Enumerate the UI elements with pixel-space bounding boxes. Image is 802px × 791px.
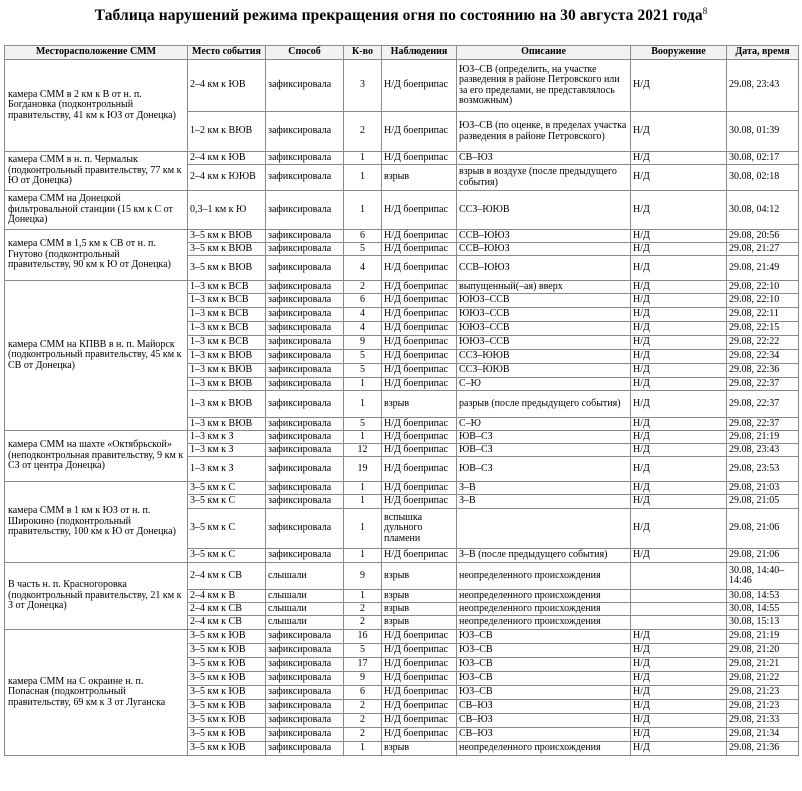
event-place-cell: 3–5 км к С bbox=[188, 509, 266, 549]
event-place-cell: 2–4 км к В bbox=[188, 590, 266, 603]
count-cell: 19 bbox=[344, 457, 382, 482]
event-place-cell: 3–5 км к ВЮВ bbox=[188, 230, 266, 243]
datetime-cell: 29.08, 22:37 bbox=[727, 378, 799, 391]
weapon-cell: Н/Д bbox=[631, 294, 727, 308]
column-header: Способ bbox=[266, 46, 344, 60]
count-cell: 5 bbox=[344, 364, 382, 378]
datetime-cell: 29.08, 22:10 bbox=[727, 294, 799, 308]
datetime-cell: 30.08, 15:13 bbox=[727, 616, 799, 630]
description-cell: ЮЗ–СВ bbox=[457, 630, 631, 644]
datetime-cell: 29.08, 21:36 bbox=[727, 742, 799, 756]
event-place-cell: 3–5 км к ЮВ bbox=[188, 728, 266, 742]
event-place-cell: 3–5 км к ВЮВ bbox=[188, 256, 266, 281]
observation-cell: вспышка дульного пламени bbox=[382, 509, 457, 549]
count-cell: 9 bbox=[344, 672, 382, 686]
observation-cell: Н/Д боеприпас bbox=[382, 431, 457, 444]
method-cell: зафиксировала bbox=[266, 112, 344, 152]
location-cell: камера СММ в 1 км к ЮЗ от н. п. Широкино (подконтрольный правительству, 100 км к Ю от Донецка) bbox=[5, 482, 188, 563]
count-cell: 1 bbox=[344, 165, 382, 191]
event-place-cell: 2–4 км к СВ bbox=[188, 603, 266, 616]
table-row bbox=[5, 281, 799, 294]
description-cell: ЮЗ–СВ bbox=[457, 672, 631, 686]
method-cell: зафиксировала bbox=[266, 378, 344, 391]
description-cell: ЮЮЗ–ССВ bbox=[457, 322, 631, 336]
count-cell: 1 bbox=[344, 482, 382, 495]
method-cell: зафиксировала bbox=[266, 256, 344, 281]
description-cell: неопределенного происхождения bbox=[457, 590, 631, 603]
observation-cell: Н/Д боеприпас bbox=[382, 714, 457, 728]
count-cell: 1 bbox=[344, 431, 382, 444]
observation-cell: Н/Д боеприпас bbox=[382, 482, 457, 495]
column-header: Наблюдения bbox=[382, 46, 457, 60]
method-cell: зафиксировала bbox=[266, 509, 344, 549]
description-cell: ССВ–ЮЮЗ bbox=[457, 230, 631, 243]
method-cell: зафиксировала bbox=[266, 672, 344, 686]
description-cell: ЮВ–СЗ bbox=[457, 444, 631, 457]
observation-cell: Н/Д боеприпас bbox=[382, 294, 457, 308]
count-cell: 9 bbox=[344, 563, 382, 590]
observation-cell: Н/Д боеприпас bbox=[382, 60, 457, 112]
count-cell: 6 bbox=[344, 686, 382, 700]
description-cell: неопределенного происхождения bbox=[457, 616, 631, 630]
description-cell: ЮЗ–СВ bbox=[457, 644, 631, 658]
weapon-cell: Н/Д bbox=[631, 728, 727, 742]
datetime-cell: 29.08, 21:19 bbox=[727, 630, 799, 644]
datetime-cell: 29.08, 21:03 bbox=[727, 482, 799, 495]
method-cell: зафиксировала bbox=[266, 191, 344, 230]
observation-cell: взрыв bbox=[382, 590, 457, 603]
count-cell: 16 bbox=[344, 630, 382, 644]
description-cell: ЮЗ–СВ (по оценке, в пределах участка разведения в районе Петровского) bbox=[457, 112, 631, 152]
observation-cell: Н/Д боеприпас bbox=[382, 457, 457, 482]
method-cell: зафиксировала bbox=[266, 630, 344, 644]
method-cell: слышали bbox=[266, 563, 344, 590]
weapon-cell: Н/Д bbox=[631, 672, 727, 686]
description-cell: ЮВ–СЗ bbox=[457, 457, 631, 482]
event-place-cell: 3–5 км к С bbox=[188, 549, 266, 563]
count-cell: 1 bbox=[344, 391, 382, 418]
method-cell: зафиксировала bbox=[266, 336, 344, 350]
table-header-row bbox=[5, 46, 799, 60]
description-cell: СВ–ЮЗ bbox=[457, 700, 631, 714]
method-cell: зафиксировала bbox=[266, 549, 344, 563]
description-cell: выпущенный(–ая) вверх bbox=[457, 281, 631, 294]
weapon-cell: Н/Д bbox=[631, 644, 727, 658]
event-place-cell: 3–5 км к ЮВ bbox=[188, 700, 266, 714]
datetime-cell: 30.08, 04:12 bbox=[727, 191, 799, 230]
observation-cell: Н/Д боеприпас bbox=[382, 322, 457, 336]
description-cell: С–Ю bbox=[457, 378, 631, 391]
observation-cell: Н/Д боеприпас bbox=[382, 336, 457, 350]
method-cell: зафиксировала bbox=[266, 308, 344, 322]
column-header: Описание bbox=[457, 46, 631, 60]
count-cell: 9 bbox=[344, 336, 382, 350]
description-cell: З–В (после предыдущего события) bbox=[457, 549, 631, 563]
description-cell: ССЗ–ЮЮВ bbox=[457, 350, 631, 364]
count-cell: 17 bbox=[344, 658, 382, 672]
event-place-cell: 1–3 км к ВЮВ bbox=[188, 364, 266, 378]
method-cell: зафиксировала bbox=[266, 418, 344, 431]
datetime-cell: 29.08, 21:22 bbox=[727, 672, 799, 686]
observation-cell: Н/Д боеприпас bbox=[382, 308, 457, 322]
count-cell: 1 bbox=[344, 495, 382, 509]
observation-cell: Н/Д боеприпас bbox=[382, 686, 457, 700]
description-cell: ЮЮЗ–ССВ bbox=[457, 336, 631, 350]
description-cell: ССЗ–ЮЮВ bbox=[457, 364, 631, 378]
weapon-cell: Н/Д bbox=[631, 364, 727, 378]
datetime-cell: 29.08, 22:34 bbox=[727, 350, 799, 364]
datetime-cell: 29.08, 22:22 bbox=[727, 336, 799, 350]
method-cell: зафиксировала bbox=[266, 322, 344, 336]
count-cell: 1 bbox=[344, 191, 382, 230]
method-cell: зафиксировала bbox=[266, 686, 344, 700]
column-header: К-во bbox=[344, 46, 382, 60]
observation-cell: Н/Д боеприпас bbox=[382, 230, 457, 243]
observation-cell: Н/Д боеприпас bbox=[382, 644, 457, 658]
observation-cell: Н/Д боеприпас bbox=[382, 672, 457, 686]
observation-cell: взрыв bbox=[382, 616, 457, 630]
datetime-cell: 29.08, 22:37 bbox=[727, 418, 799, 431]
weapon-cell bbox=[631, 590, 727, 603]
count-cell: 4 bbox=[344, 256, 382, 281]
page-title: Таблица нарушений режима прекращения огня по состоянию на 30 августа 2021 года$^8$ bbox=[94, 6, 708, 24]
weapon-cell: Н/Д bbox=[631, 509, 727, 549]
count-cell: 4 bbox=[344, 322, 382, 336]
observation-cell: взрыв bbox=[382, 742, 457, 756]
weapon-cell: Н/Д bbox=[631, 482, 727, 495]
method-cell: зафиксировала bbox=[266, 431, 344, 444]
datetime-cell: 30.08, 14:40–14:46 bbox=[727, 563, 799, 590]
event-place-cell: 3–5 км к ЮВ bbox=[188, 630, 266, 644]
event-place-cell: 3–5 км к ЮВ bbox=[188, 742, 266, 756]
description-cell: ЮЮЗ–ССВ bbox=[457, 294, 631, 308]
weapon-cell: Н/Д bbox=[631, 700, 727, 714]
weapon-cell: Н/Д bbox=[631, 256, 727, 281]
description-cell: ЮЗ–СВ bbox=[457, 658, 631, 672]
count-cell: 2 bbox=[344, 700, 382, 714]
observation-cell: Н/Д боеприпас bbox=[382, 152, 457, 165]
datetime-cell: 30.08, 14:55 bbox=[727, 603, 799, 616]
observation-cell: Н/Д боеприпас bbox=[382, 728, 457, 742]
event-place-cell: 3–5 км к ЮВ bbox=[188, 644, 266, 658]
description-cell: СВ–ЮЗ bbox=[457, 152, 631, 165]
table-row bbox=[5, 60, 799, 112]
datetime-cell: 30.08, 02:17 bbox=[727, 152, 799, 165]
event-place-cell: 1–2 км к ВЮВ bbox=[188, 112, 266, 152]
datetime-cell: 29.08, 21:06 bbox=[727, 549, 799, 563]
weapon-cell: Н/Д bbox=[631, 630, 727, 644]
count-cell: 2 bbox=[344, 603, 382, 616]
table-row bbox=[5, 152, 799, 165]
location-cell: камера СММ в н. п. Чермалык (подконтрольный правительству, 77 км к Ю от Донецка) bbox=[5, 152, 188, 191]
description-cell: неопределенного происхождения bbox=[457, 742, 631, 756]
datetime-cell: 29.08, 20:56 bbox=[727, 230, 799, 243]
event-place-cell: 1–3 км к ВЮВ bbox=[188, 350, 266, 364]
table-row bbox=[5, 191, 799, 230]
observation-cell: Н/Д боеприпас bbox=[382, 495, 457, 509]
ceasefire-violations-table bbox=[4, 45, 799, 756]
method-cell: зафиксировала bbox=[266, 294, 344, 308]
count-cell: 2 bbox=[344, 281, 382, 294]
count-cell: 5 bbox=[344, 350, 382, 364]
weapon-cell: Н/Д bbox=[631, 350, 727, 364]
observation-cell: Н/Д боеприпас bbox=[382, 256, 457, 281]
datetime-cell: 29.08, 21:34 bbox=[727, 728, 799, 742]
observation-cell: Н/Д боеприпас bbox=[382, 191, 457, 230]
observation-cell: взрыв bbox=[382, 603, 457, 616]
observation-cell: Н/Д боеприпас bbox=[382, 700, 457, 714]
column-header: Место события bbox=[188, 46, 266, 60]
observation-cell: Н/Д боеприпас bbox=[382, 549, 457, 563]
count-cell: 1 bbox=[344, 742, 382, 756]
observation-cell: Н/Д боеприпас bbox=[382, 243, 457, 256]
observation-cell: взрыв bbox=[382, 391, 457, 418]
weapon-cell: Н/Д bbox=[631, 230, 727, 243]
datetime-cell: 29.08, 21:33 bbox=[727, 714, 799, 728]
method-cell: зафиксировала bbox=[266, 444, 344, 457]
description-cell: взрыв в воздухе (после предыдущего события) bbox=[457, 165, 631, 191]
description-cell: неопределенного происхождения bbox=[457, 603, 631, 616]
table-row bbox=[5, 563, 799, 590]
method-cell: зафиксировала bbox=[266, 364, 344, 378]
description-cell: З–В bbox=[457, 482, 631, 495]
weapon-cell bbox=[631, 603, 727, 616]
datetime-cell: 30.08, 01:39 bbox=[727, 112, 799, 152]
method-cell: зафиксировала bbox=[266, 230, 344, 243]
count-cell: 5 bbox=[344, 644, 382, 658]
weapon-cell: Н/Д bbox=[631, 444, 727, 457]
method-cell: зафиксировала bbox=[266, 658, 344, 672]
weapon-cell: Н/Д bbox=[631, 714, 727, 728]
column-header: Месторасположение СММ bbox=[5, 46, 188, 60]
observation-cell: Н/Д боеприпас bbox=[382, 378, 457, 391]
weapon-cell: Н/Д bbox=[631, 322, 727, 336]
method-cell: зафиксировала bbox=[266, 391, 344, 418]
table-row bbox=[5, 230, 799, 243]
event-place-cell: 3–5 км к С bbox=[188, 495, 266, 509]
event-place-cell: 1–3 км к ВСВ bbox=[188, 294, 266, 308]
weapon-cell: Н/Д bbox=[631, 243, 727, 256]
weapon-cell: Н/Д bbox=[631, 165, 727, 191]
datetime-cell: 29.08, 21:05 bbox=[727, 495, 799, 509]
description-cell: З–В bbox=[457, 495, 631, 509]
table-row bbox=[5, 630, 799, 644]
weapon-cell: Н/Д bbox=[631, 191, 727, 230]
location-cell: камера СММ на С окраине н. п. Попасная (подконтрольный правительству, 69 км к З от Луганска bbox=[5, 630, 188, 756]
method-cell: зафиксировала bbox=[266, 165, 344, 191]
datetime-cell: 29.08, 21:20 bbox=[727, 644, 799, 658]
location-cell: камера СММ на КПВВ в н. п. Майорск (подконтрольный правительству, 45 км к СВ от Донецка) bbox=[5, 281, 188, 431]
description-cell bbox=[457, 509, 631, 549]
count-cell: 6 bbox=[344, 294, 382, 308]
count-cell: 6 bbox=[344, 230, 382, 243]
observation-cell: взрыв bbox=[382, 563, 457, 590]
table-row bbox=[5, 431, 799, 444]
datetime-cell: 29.08, 21:19 bbox=[727, 431, 799, 444]
method-cell: зафиксировала bbox=[266, 728, 344, 742]
count-cell: 3 bbox=[344, 60, 382, 112]
table-row bbox=[5, 482, 799, 495]
count-cell: 2 bbox=[344, 112, 382, 152]
description-cell: ЮЗ–СВ (определить, на участке разведения в районе Петровского или за его пределами, не представлялось возможным) bbox=[457, 60, 631, 112]
event-place-cell: 3–5 км к ЮВ bbox=[188, 672, 266, 686]
location-cell: камера СММ на шахте «Октябрьской» (неподконтрольная правительству, 9 км к СЗ от центра Донецка) bbox=[5, 431, 188, 482]
method-cell: слышали bbox=[266, 616, 344, 630]
description-cell: ЮВ–СЗ bbox=[457, 431, 631, 444]
description-cell: ЮЮЗ–ССВ bbox=[457, 308, 631, 322]
count-cell: 12 bbox=[344, 444, 382, 457]
datetime-cell: 29.08, 21:06 bbox=[727, 509, 799, 549]
observation-cell: Н/Д боеприпас bbox=[382, 350, 457, 364]
event-place-cell: 1–3 км к ВСВ bbox=[188, 322, 266, 336]
method-cell: зафиксировала bbox=[266, 700, 344, 714]
description-cell: ССЗ–ЮЮВ bbox=[457, 191, 631, 230]
method-cell: зафиксировала bbox=[266, 60, 344, 112]
event-place-cell: 3–5 км к ВЮВ bbox=[188, 243, 266, 256]
weapon-cell: Н/Д bbox=[631, 686, 727, 700]
weapon-cell bbox=[631, 616, 727, 630]
observation-cell: Н/Д боеприпас bbox=[382, 630, 457, 644]
weapon-cell: Н/Д bbox=[631, 60, 727, 112]
event-place-cell: 2–4 км к СВ bbox=[188, 563, 266, 590]
observation-cell: Н/Д боеприпас bbox=[382, 418, 457, 431]
description-cell: неопределенного происхождения bbox=[457, 563, 631, 590]
observation-cell: взрыв bbox=[382, 165, 457, 191]
event-place-cell: 2–4 км к ЮЮВ bbox=[188, 165, 266, 191]
description-cell: С–Ю bbox=[457, 418, 631, 431]
event-place-cell: 1–3 км к ВСВ bbox=[188, 308, 266, 322]
column-header: Дата, время bbox=[727, 46, 799, 60]
datetime-cell: 29.08, 22:15 bbox=[727, 322, 799, 336]
method-cell: зафиксировала bbox=[266, 495, 344, 509]
event-place-cell: 1–3 км к З bbox=[188, 444, 266, 457]
count-cell: 2 bbox=[344, 714, 382, 728]
description-cell: разрыв (после предыдущего события) bbox=[457, 391, 631, 418]
datetime-cell: 29.08, 22:37 bbox=[727, 391, 799, 418]
count-cell: 2 bbox=[344, 616, 382, 630]
description-cell: СВ–ЮЗ bbox=[457, 714, 631, 728]
datetime-cell: 29.08, 23:43 bbox=[727, 60, 799, 112]
datetime-cell: 30.08, 02:18 bbox=[727, 165, 799, 191]
count-cell: 5 bbox=[344, 243, 382, 256]
weapon-cell: Н/Д bbox=[631, 658, 727, 672]
count-cell: 2 bbox=[344, 728, 382, 742]
observation-cell: Н/Д боеприпас bbox=[382, 364, 457, 378]
event-place-cell: 3–5 км к ЮВ bbox=[188, 686, 266, 700]
method-cell: зафиксировала bbox=[266, 457, 344, 482]
count-cell: 4 bbox=[344, 308, 382, 322]
method-cell: зафиксировала bbox=[266, 644, 344, 658]
datetime-cell: 29.08, 23:43 bbox=[727, 444, 799, 457]
datetime-cell: 29.08, 22:36 bbox=[727, 364, 799, 378]
datetime-cell: 29.08, 21:27 bbox=[727, 243, 799, 256]
event-place-cell: 1–3 км к З bbox=[188, 457, 266, 482]
count-cell: 1 bbox=[344, 549, 382, 563]
method-cell: зафиксировала bbox=[266, 742, 344, 756]
method-cell: слышали bbox=[266, 590, 344, 603]
observation-cell: Н/Д боеприпас bbox=[382, 444, 457, 457]
method-cell: зафиксировала bbox=[266, 482, 344, 495]
count-cell: 1 bbox=[344, 378, 382, 391]
count-cell: 1 bbox=[344, 152, 382, 165]
weapon-cell: Н/Д bbox=[631, 391, 727, 418]
event-place-cell: 1–3 км к ВСВ bbox=[188, 281, 266, 294]
weapon-cell: Н/Д bbox=[631, 418, 727, 431]
datetime-cell: 29.08, 22:11 bbox=[727, 308, 799, 322]
method-cell: зафиксировала bbox=[266, 243, 344, 256]
event-place-cell: 2–4 км к СВ bbox=[188, 616, 266, 630]
event-place-cell: 1–3 км к З bbox=[188, 431, 266, 444]
event-place-cell: 2–4 км к ЮВ bbox=[188, 60, 266, 112]
location-cell: камера СММ в 1,5 км к СВ от н. п. Гнутово (подконтрольный правительству, 90 км к Ю от Донецка) bbox=[5, 230, 188, 281]
weapon-cell: Н/Д bbox=[631, 336, 727, 350]
weapon-cell: Н/Д bbox=[631, 112, 727, 152]
event-place-cell: 3–5 км к ЮВ bbox=[188, 714, 266, 728]
datetime-cell: 29.08, 23:53 bbox=[727, 457, 799, 482]
method-cell: зафиксировала bbox=[266, 714, 344, 728]
event-place-cell: 3–5 км к ЮВ bbox=[188, 658, 266, 672]
footnote-marker: 8 bbox=[702, 6, 708, 16]
datetime-cell: 30.08, 14:53 bbox=[727, 590, 799, 603]
weapon-cell: Н/Д bbox=[631, 378, 727, 391]
datetime-cell: 29.08, 22:10 bbox=[727, 281, 799, 294]
datetime-cell: 29.08, 21:23 bbox=[727, 686, 799, 700]
datetime-cell: 29.08, 21:21 bbox=[727, 658, 799, 672]
weapon-cell: Н/Д bbox=[631, 495, 727, 509]
observation-cell: Н/Д боеприпас bbox=[382, 658, 457, 672]
description-cell: ССВ–ЮЮЗ bbox=[457, 256, 631, 281]
event-place-cell: 1–3 км к ВСВ bbox=[188, 336, 266, 350]
method-cell: слышали bbox=[266, 603, 344, 616]
description-cell: ЮЗ–СВ bbox=[457, 686, 631, 700]
count-cell: 1 bbox=[344, 509, 382, 549]
weapon-cell: Н/Д bbox=[631, 549, 727, 563]
event-place-cell: 1–3 км к ВЮВ bbox=[188, 418, 266, 431]
observation-cell: Н/Д боеприпас bbox=[382, 112, 457, 152]
table-body bbox=[5, 60, 799, 756]
event-place-cell: 1–3 км к ВЮВ bbox=[188, 378, 266, 391]
weapon-cell: Н/Д bbox=[631, 742, 727, 756]
event-place-cell: 2–4 км к ЮВ bbox=[188, 152, 266, 165]
location-cell: камера СММ на Донецкой фильтровальной станции (15 км к С от Донецка) bbox=[5, 191, 188, 230]
event-place-cell: 1–3 км к ВЮВ bbox=[188, 391, 266, 418]
column-header: Вооружение bbox=[631, 46, 727, 60]
weapon-cell: Н/Д bbox=[631, 431, 727, 444]
count-cell: 5 bbox=[344, 418, 382, 431]
datetime-cell: 29.08, 21:23 bbox=[727, 700, 799, 714]
count-cell: 1 bbox=[344, 590, 382, 603]
event-place-cell: 3–5 км к С bbox=[188, 482, 266, 495]
observation-cell: Н/Д боеприпас bbox=[382, 281, 457, 294]
description-cell: СВ–ЮЗ bbox=[457, 728, 631, 742]
datetime-cell: 29.08, 21:49 bbox=[727, 256, 799, 281]
method-cell: зафиксировала bbox=[266, 281, 344, 294]
weapon-cell bbox=[631, 563, 727, 590]
method-cell: зафиксировала bbox=[266, 350, 344, 364]
weapon-cell: Н/Д bbox=[631, 457, 727, 482]
event-place-cell: 0,3–1 км к Ю bbox=[188, 191, 266, 230]
weapon-cell: Н/Д bbox=[631, 281, 727, 294]
weapon-cell: Н/Д bbox=[631, 152, 727, 165]
method-cell: зафиксировала bbox=[266, 152, 344, 165]
location-cell: В часть н. п. Красногоровка (подконтрольный правительству, 21 км к З от Донецка) bbox=[5, 563, 188, 630]
location-cell: камера СММ в 2 км к В от н. п. Богдановка (подконтрольный правительству, 41 км к ЮЗ от Донецка) bbox=[5, 60, 188, 152]
description-cell: ССВ–ЮЮЗ bbox=[457, 243, 631, 256]
weapon-cell: Н/Д bbox=[631, 308, 727, 322]
